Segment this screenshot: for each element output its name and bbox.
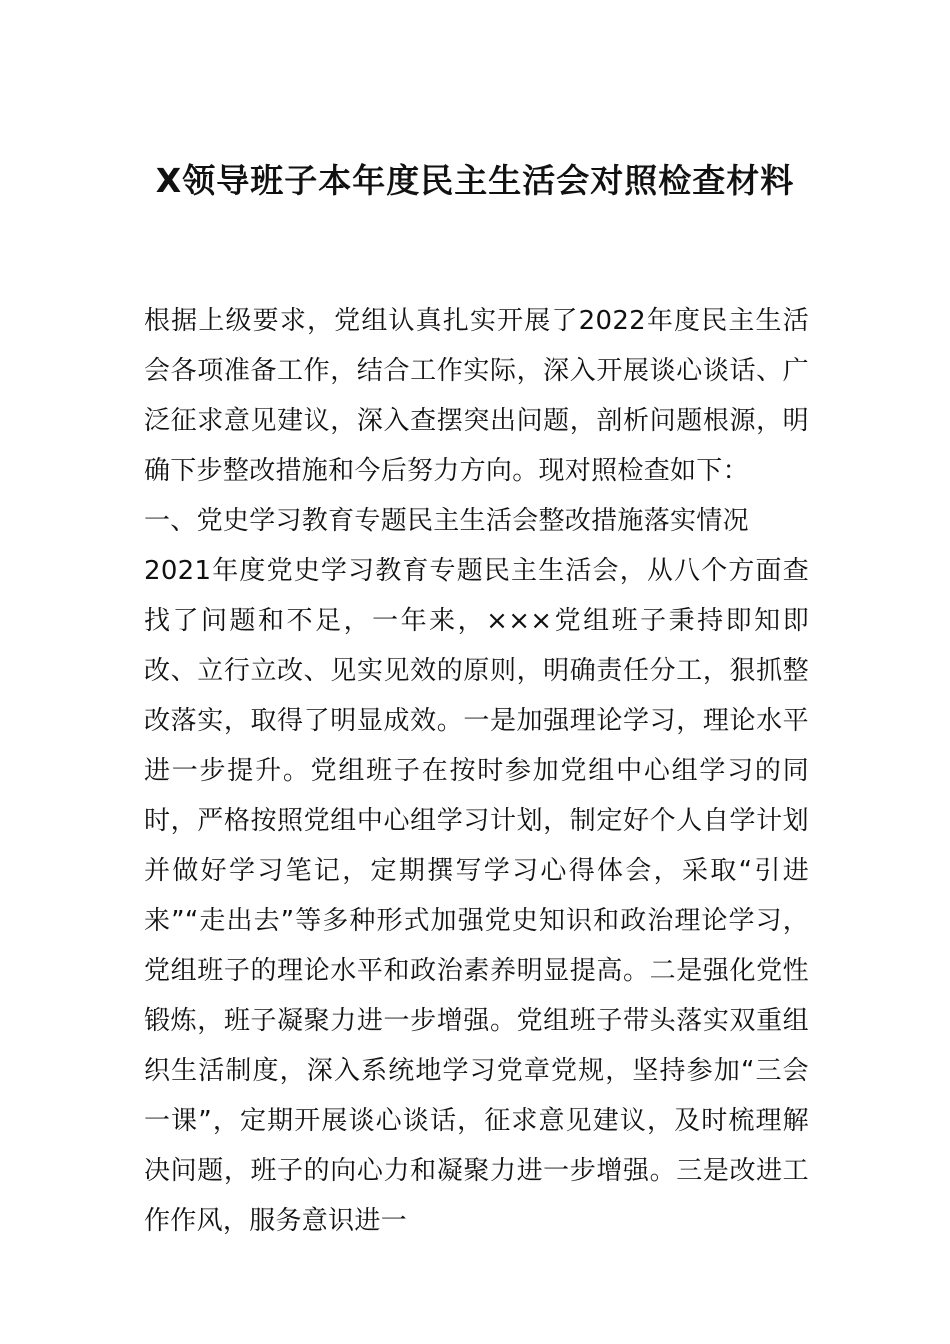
section-paragraph: 2021年度党史学习教育专题民主生活会，从八个方面查找了问题和不足，一年来，×××党组班子秉持即知即改、立行立改、见实见效的原则，明确责任分工，狠抓整改落实，取得了明显成效。一是加强理论学习，理论水平进一步提升。党组班子在按时参加党组中心组学习的同时，严格按照党组中心组学习计划，制定好个人自学计划并做好学习笔记，定期撰写学习心得体会，采取“引进来”“走出去”等多种形式加强党史知识和政治理论学习，党组班子的理论水平和政治素养明显提高。二是强化党性锻炼，班子凝聚力进一步增强。党组班子带头落实双重组织生活制度，深入系统地学习党章党规，坚持参加“三会一课”，定期开展谈心谈话，征求意见建议，及时梳理解决问题，班子的向心力和凝聚力进一步增强。三是改进工作作风，服务意识进一 xyxy=(144,556,809,1236)
document-body xyxy=(144,296,809,1246)
document-title: X领导班子本年度民主生活会对照检查材料 xyxy=(155,161,795,200)
intro-paragraph: 根据上级要求，党组认真扎实开展了2022年度民主生活会各项准备工作，结合工作实际，深入开展谈心谈话、广泛征求意见建议，深入查摆突出问题，剖析问题根源，明确下步整改措施和今后努力方向。现对照检查如下： xyxy=(144,306,809,486)
section-heading: 一、党史学习教育专题民主生活会整改措施落实情况 xyxy=(144,506,749,536)
